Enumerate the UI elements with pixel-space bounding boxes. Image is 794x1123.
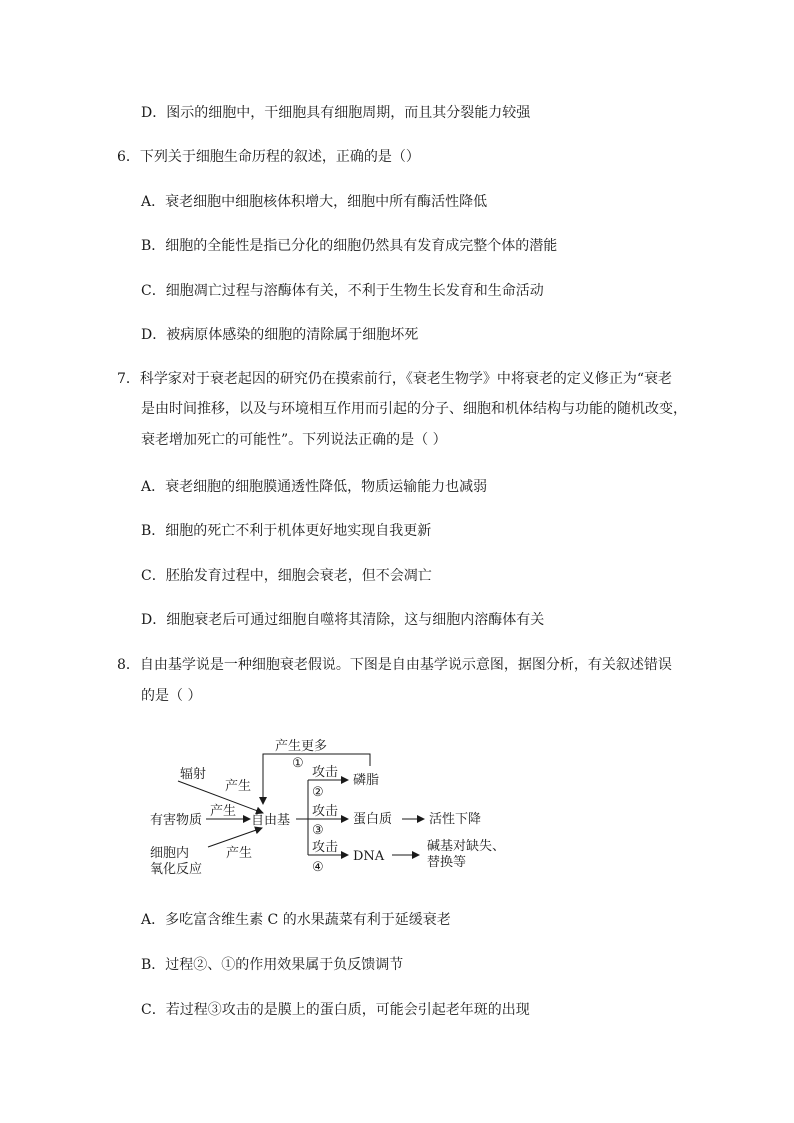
q8-option-b: B．过程②、①的作用效果属于负反馈调节 — [141, 957, 404, 973]
oxidation-label-line-1: 细胞内 — [150, 846, 190, 861]
q8-stem-line-1: 8．自由基学说是一种细胞衰老假说。下图是自由基学说示意图，据图分析，有关叙述错误 — [117, 657, 672, 673]
branch-line — [296, 780, 308, 855]
attack-label-2: 攻击 — [312, 804, 339, 819]
radiation-label: 辐射 — [180, 767, 207, 782]
q8-option-c: C．若过程③攻击的是膜上的蛋白质，可能会引起老年斑的出现 — [141, 1002, 530, 1018]
base-label-line-2: 替换等 — [427, 855, 467, 870]
q7-stem-line-2: 是由时间推移，以及与环境相互作用而引起的分子、细胞和机体结构与功能的随机改变， — [141, 401, 687, 417]
q6-option-c: C．细胞凋亡过程与溶酶体有关，不利于生物生长发育和生命活动 — [141, 283, 544, 299]
dna-label: DNA — [353, 849, 385, 864]
q6-option-b: B．细胞的全能性是指已分化的细胞仍然具有发育成完整个体的潜能 — [141, 238, 558, 254]
q8-option-a: A．多吃富含维生素 C 的水果蔬菜有利于延缓衰老 — [141, 912, 451, 928]
produce-label-3: 产生 — [226, 846, 253, 861]
q7-stem-line-3: 衰老增加死亡的可能性”。下列说法正确的是（ ） — [141, 432, 447, 448]
attack-label-1: 攻击 — [312, 765, 339, 780]
q8-stem-line-2: 的是（ ） — [141, 688, 202, 704]
q6-option-a: A．衰老细胞中细胞核体积增大，细胞中所有酶活性降低 — [141, 194, 488, 210]
oxidation-label-line-2: 氧化反应 — [150, 862, 203, 877]
activity-down-label: 活性下降 — [429, 812, 482, 827]
q5-option-d: D．图示的细胞中，干细胞具有细胞周期，而且其分裂能力较强 — [141, 105, 531, 121]
phospholipid-label: 磷脂 — [353, 773, 380, 788]
protein-label: 蛋白质 — [353, 812, 393, 827]
process-3-label: ③ — [312, 823, 324, 838]
feedback-label: 产生更多 — [275, 739, 328, 754]
q7-stem-line-1: 7．科学家对于衰老起因的研究仍在摸索前行，《衰老生物学》中将衰老的定义修正为“衰老 — [117, 371, 673, 387]
process-4-label: ④ — [312, 860, 324, 875]
oxidation-arrow — [208, 828, 262, 847]
attack-label-3: 攻击 — [312, 840, 339, 855]
q7-option-b: B．细胞的死亡不利于机体更好地实现自我更新 — [141, 523, 432, 539]
base-label-line-1: 碱基对缺失、 — [427, 839, 506, 854]
produce-label-1: 产生 — [225, 779, 252, 794]
produce-label-2: 产生 — [210, 804, 237, 819]
process-1-label: ① — [292, 756, 304, 771]
free-radical-label: 自由基 — [251, 813, 291, 828]
q7-option-c: C．胚胎发育过程中，细胞会衰老，但不会凋亡 — [141, 568, 432, 584]
free-radical-diagram — [140, 730, 530, 880]
q7-option-a: A．衰老细胞的细胞膜通透性降低，物质运输能力也减弱 — [141, 479, 488, 495]
q6-stem: 6．下列关于细胞生命历程的叙述，正确的是（） — [117, 149, 420, 165]
harmful-substance-label: 有害物质 — [150, 813, 203, 828]
q6-option-d: D．被病原体感染的细胞的清除属于细胞坏死 — [141, 327, 419, 343]
q7-option-d: D．细胞衰老后可通过细胞自噬将其清除，这与细胞内溶酶体有关 — [141, 612, 545, 628]
process-2-label: ② — [312, 785, 324, 800]
